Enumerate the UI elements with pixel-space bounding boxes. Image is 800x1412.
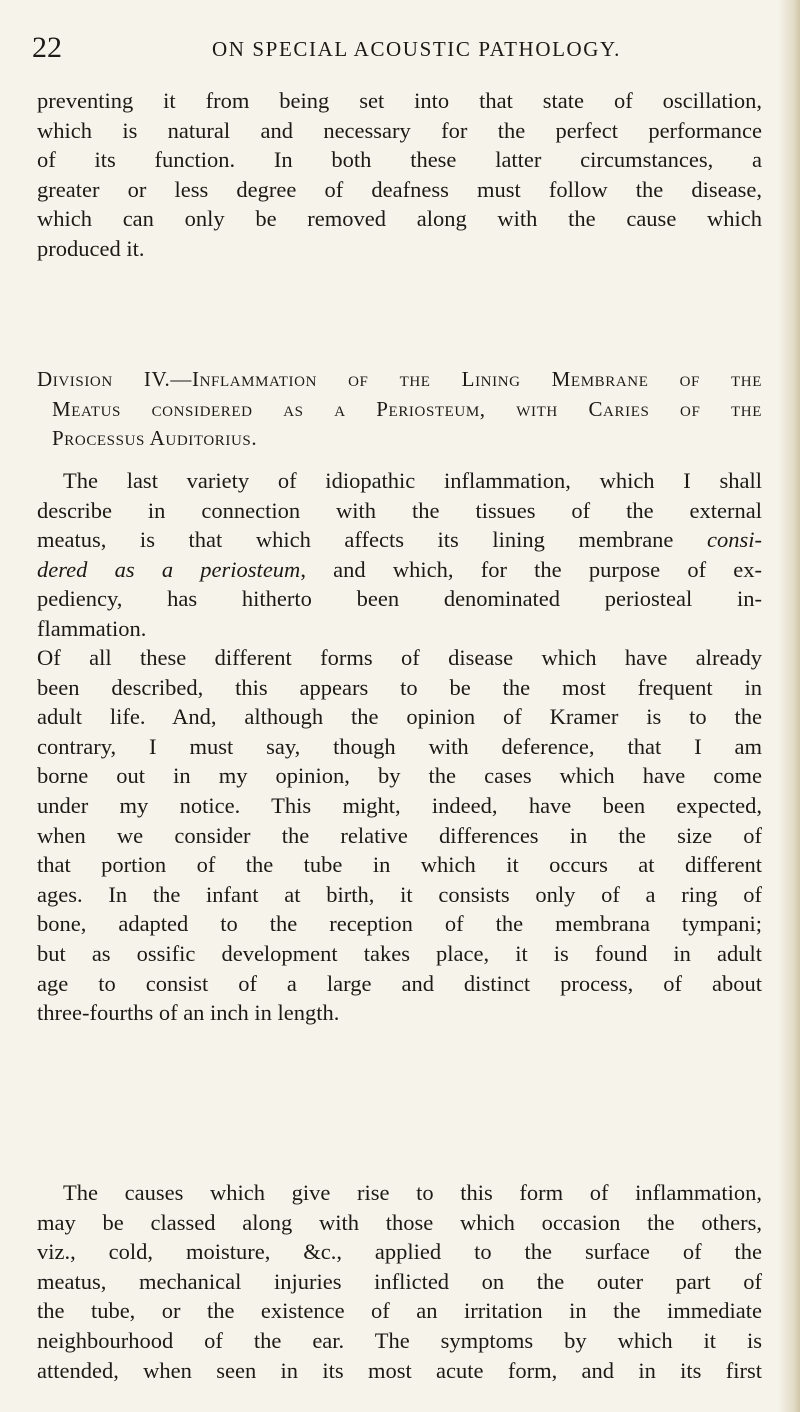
text-line: three-fourths of an inch in length. — [37, 1000, 340, 1026]
text-line: bone, adapted to the reception of the membrana tympani; — [37, 911, 762, 937]
page-edge-shadow — [778, 0, 800, 1412]
text-run: , and which, for the purpose of ex- — [300, 556, 762, 582]
text-line — [37, 525, 762, 555]
italic-run: consi- — [707, 527, 762, 553]
text-line: when we consider the relative differences in the size of — [37, 822, 762, 848]
heading-line: Processus Auditorius. — [52, 426, 258, 451]
text-line: Of all these different forms of disease which have already — [37, 645, 762, 670]
italic-run: dered as a periosteum — [37, 556, 301, 582]
text-line: neighbourhood of the ear. The symptoms by which it is — [37, 1327, 762, 1353]
text-line — [37, 555, 762, 585]
text-line: which can only be removed along with the cause which — [37, 206, 762, 232]
page-number: 22 — [32, 31, 62, 64]
paragraph-4 — [37, 1178, 762, 1385]
text-line: which is natural and necessary for the perfect performance — [37, 117, 762, 143]
text-line: of its function. In both these latter circumstances, a — [37, 147, 762, 173]
text-line: borne out in my opinion, by the cases which have come — [37, 763, 762, 789]
heading-line: Meatus considered as a Periosteum, with Caries of the — [52, 396, 762, 421]
paragraph-1 — [37, 86, 762, 264]
text-line: describe in connection with the tissues of the external — [37, 497, 762, 523]
running-title: ON SPECIAL ACOUSTIC PATHOLOGY. — [212, 37, 621, 61]
text-line: preventing it from being set into that state of oscillation, — [37, 88, 762, 113]
paragraph-2 — [37, 466, 762, 644]
text-line: adult life. And, although the opinion of Kramer is to the — [37, 704, 762, 730]
text-line: under my notice. This might, indeed, have been expected, — [37, 792, 762, 818]
text-line: been described, this appears to be the most frequent in — [37, 674, 762, 700]
text-line: flammation. — [37, 615, 147, 641]
division-heading — [37, 365, 762, 454]
text-run: meatus, is that which affects its lining membrane — [37, 527, 707, 553]
paragraph-3 — [37, 643, 762, 1028]
text-line: pediency, has hitherto been denominated periosteal in- — [37, 586, 762, 612]
text-line: viz., cold, moisture, &c., applied to the surface of the — [37, 1239, 762, 1265]
text-line: meatus, mechanical injuries inflicted on the outer part of — [37, 1268, 762, 1294]
heading-line: Division IV.—Inflammation of the Lining Membrane of the — [37, 367, 762, 391]
text-line: ages. In the infant at birth, it consists only of a ring of — [37, 881, 762, 907]
text-line: may be classed along with those which occasion the others, — [37, 1209, 762, 1235]
text-line: but as ossific development takes place, it is found in adult — [37, 940, 762, 966]
page-header — [32, 30, 752, 66]
text-line: produced it. — [37, 235, 145, 261]
text-line: age to consist of a large and distinct process, of about — [37, 970, 762, 996]
text-line: that portion of the tube in which it occurs at different — [37, 852, 762, 878]
text-line: The last variety of idiopathic inflammation, which I shall — [63, 468, 762, 493]
text-line: attended, when seen in its most acute form, and in its first — [37, 1357, 762, 1383]
text-line: The causes which give rise to this form of inflammation, — [63, 1180, 762, 1205]
text-line: greater or less degree of deafness must follow the disease, — [37, 176, 762, 202]
text-line: the tube, or the existence of an irritation in the immediate — [37, 1298, 762, 1324]
text-line: contrary, I must say, though with deference, that I am — [37, 733, 762, 759]
